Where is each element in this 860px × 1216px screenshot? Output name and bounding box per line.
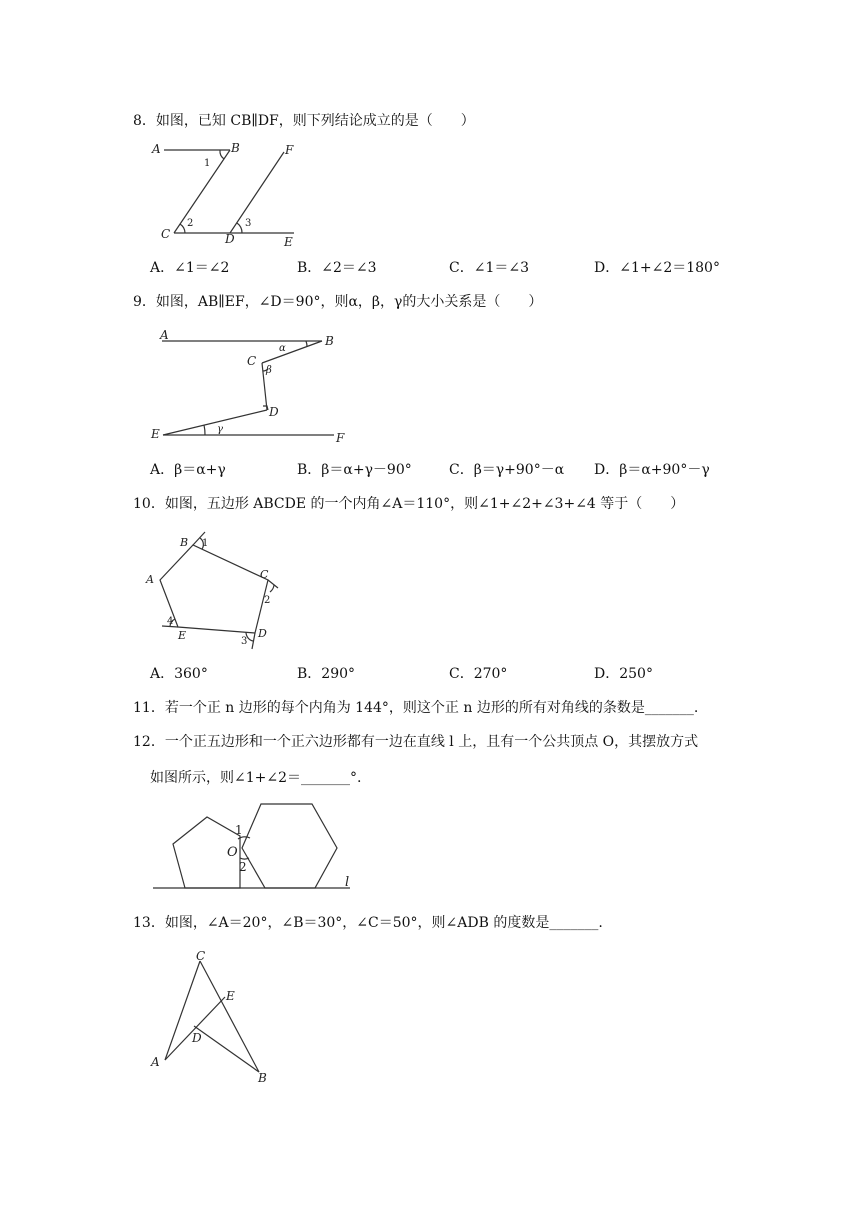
angle-1-label: 1 [202,538,209,549]
label-F: F [336,431,345,445]
q8-option-a[interactable]: A．∠1＝∠2 [150,260,230,276]
angle-1-label: 1 [204,158,211,169]
label-l: l [345,875,350,890]
label-E: E [178,629,187,642]
label-E: E [284,235,293,249]
hexagon-shape [242,804,337,888]
label-B: B [258,1071,267,1085]
label-C: C [247,354,257,368]
question-13-stem: 13．如图，∠A＝20°，∠B＝30°，∠C＝50°，则∠ADB 的度数是_______. [133,915,603,931]
label-B: B [231,141,240,155]
label-B: B [180,536,189,549]
question-12-stem-line2: 如图所示，则∠1+∠2＝_______°. [150,770,362,786]
alpha-label: α [279,343,286,354]
angle-2-label: 2 [239,860,247,874]
angle-3-label: 3 [241,636,248,647]
beta-label: β [266,365,272,376]
q10-option-b[interactable]: B．290° [297,666,356,682]
label-A: A [151,1055,160,1069]
q9-option-b[interactable]: B．β＝α+γ－90° [297,462,412,478]
q9-option-a[interactable]: A．β＝α+γ [150,462,226,478]
q8-option-c[interactable]: C．∠1＝∠3 [449,260,529,276]
figure-q13 [148,945,278,1085]
label-F: F [285,143,294,157]
q10-option-c[interactable]: C．270° [449,666,508,682]
q10-option-a[interactable]: A．360° [150,666,208,682]
label-C: C [260,568,269,581]
label-C: C [161,227,171,241]
label-C: C [196,949,206,963]
question-10-stem: 10．如图，五边形 ABCDE 的一个内角∠A＝110°，则∠1+∠2+∠3+∠4 等于（ ） [133,496,685,512]
label-D: D [269,405,279,419]
figure-q9 [150,325,350,445]
angle-1-label: 1 [235,823,243,837]
gamma-label: γ [217,424,223,435]
q8-option-d[interactable]: D．∠1+∠2＝180° [594,260,720,276]
question-9-stem: 9．如图，AB∥EF，∠D＝90°，则α，β，γ的大小关系是（ ） [133,294,543,310]
figure-q10 [140,525,290,655]
q9-option-c[interactable]: C．β＝γ+90°－α [449,462,565,478]
q9-option-d[interactable]: D．β＝α+90°－γ [594,462,710,478]
label-A: A [146,573,154,586]
label-E: E [151,427,160,441]
label-D: D [225,232,235,246]
angle-2-label: 2 [187,218,194,229]
question-12-stem: 12．一个正五边形和一个正六边形都有一边在直线 l 上，且有一个公共顶点 O，其摆放方式 [133,734,699,750]
label-D: D [192,1031,202,1045]
q10-option-d[interactable]: D．250° [594,666,653,682]
label-D: D [258,627,267,640]
angle-2-label: 2 [264,595,271,606]
label-B: B [325,334,334,348]
figure-q8 [150,140,310,250]
angle-4-label: 4 [167,616,174,627]
label-A: A [152,142,161,156]
label-O: O [227,845,238,860]
question-8-stem: 8．如图，已知 CB∥DF，则下列结论成立的是（ ） [133,113,475,129]
question-11-stem: 11．若一个正 n 边形的每个内角为 144°，则这个正 n 边形的所有对角线的条数是_______. [133,700,699,716]
angle-3-label: 3 [245,218,252,229]
label-A: A [160,328,169,342]
figure-q12 [150,800,370,895]
label-E: E [226,989,235,1003]
q8-option-b[interactable]: B．∠2＝∠3 [297,260,377,276]
